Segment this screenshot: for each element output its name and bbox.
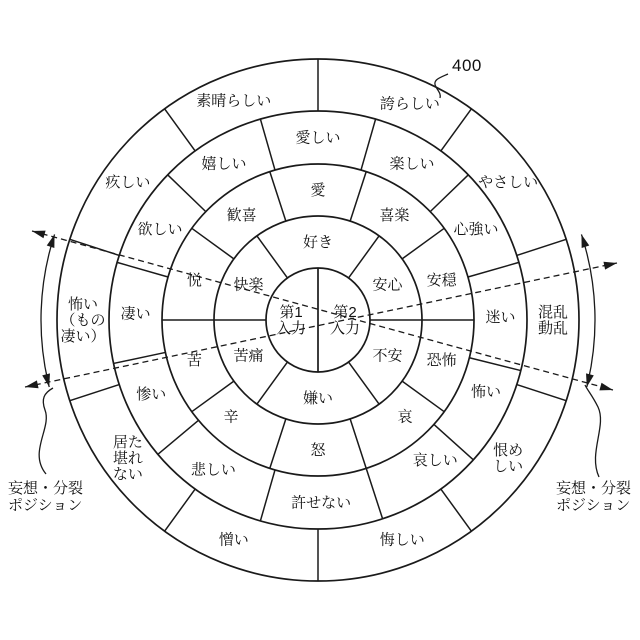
segment-divider [192,381,234,412]
position-label-left-line2: ポジション [8,497,83,514]
segment-label: 哀 [397,408,413,426]
segment-divider [402,381,444,412]
segment-divider [366,468,382,518]
diagonal-axis-upper-left-arrowhead [32,231,46,239]
segment-divider [158,420,199,454]
segment-divider [114,352,166,363]
segment-label: 快楽 [233,276,264,294]
diagonal-axis-lower-left-arrowhead [603,262,617,270]
segment-label: 許せない [291,494,352,512]
segment-label: 憎い [218,531,249,549]
segment-divider [192,228,234,259]
segment-label: 辛 [223,408,239,426]
segment-label: 不安 [372,347,403,365]
segment-label: 素晴らしい [196,92,272,110]
segment-divider [260,119,275,170]
segment-divider [349,362,380,404]
range-arc-left-arrowhead [42,373,50,387]
segment-divider [468,262,519,277]
segment-label: 怒 [310,442,326,459]
position-label-right-line2: ポジション [556,497,631,514]
position-label-left [8,480,83,514]
segment-label: やさしい [478,173,539,191]
segment-label: 愛 [310,182,326,199]
segment-label: 混乱 [537,304,569,321]
segment-label: （もの [60,312,106,329]
segment-divider [441,109,472,151]
range-arc-left-arrowhead [47,234,55,248]
segment-divider [517,239,566,255]
segment-divider [469,358,520,371]
segment-label: 喜楽 [379,206,410,224]
segment-divider [430,175,468,212]
segment-divider [257,236,288,278]
position-label-right-line1: 妄想・分裂 [556,480,632,497]
ref-label-leader-line [435,74,448,98]
first-input-label: 第1 [279,304,303,321]
segment-label: 安穏 [426,271,457,289]
diagonal-axis-upper-left [32,231,613,390]
position-label-right [556,480,631,514]
segment-divider [260,470,275,521]
right-position-leader-line [585,385,601,477]
segment-divider [349,236,380,278]
segment-label: 惨い [136,386,167,404]
segment-label: 歓喜 [226,206,257,224]
segment-label: 楽しい [389,155,435,173]
segment-label: 苦 [186,352,202,370]
position-label-left-line1: 妄想・分裂 [8,480,84,497]
segment-divider [165,489,196,531]
segment-label: ない [112,466,143,484]
figure-ref-number: 400 [452,56,482,75]
segment-label: 安心 [372,276,403,294]
segment-label: 凄い [120,305,151,323]
segment-label: 悲しい [190,461,236,479]
segment-label: 疚しい [105,173,151,191]
segment-label: しい [493,458,524,476]
segment-label: 動乱 [537,320,569,337]
segment-label: 哀しい [412,451,458,469]
segment-divider [350,172,366,221]
first-input-label: 入力 [275,320,307,337]
segment-divider [165,109,196,151]
segment-label: 苦痛 [233,347,264,365]
segment-label: 堪れ [112,450,143,468]
segment-label: 悔しい [379,531,425,549]
segment-label: 恨め [493,442,524,460]
segment-label: 心強い [453,220,499,238]
segment-label: 欲しい [137,220,183,238]
segment-divider [441,489,472,531]
range-arc-left [41,234,55,387]
left-position-leader-line [39,388,53,474]
second-input-label: 第2 [333,304,357,321]
segment-label: 嬉しい [201,155,247,173]
diagonal-axis-upper-left-arrowhead [599,383,613,391]
diagonal-axis-lower-left [25,263,617,387]
range-arc-right [581,234,595,387]
segment-divider [257,362,288,404]
segment-label: 居た [112,434,143,452]
segment-divider [402,228,444,259]
second-input-label: 入力 [329,320,361,337]
segment-label: 嫌い [302,390,334,407]
segment-divider [117,262,168,277]
segment-divider [70,385,119,401]
segment-divider [361,119,376,170]
segment-label: 凄い） [60,328,106,345]
segment-label: 誇らしい [379,95,440,113]
segment-divider [350,419,366,468]
segment-label: 愛しい [295,129,341,147]
segment-divider [270,172,286,221]
segment-divider [168,175,206,212]
segment-label: 悦 [186,271,202,289]
segment-divider [270,419,286,468]
diagonal-axis-lower-left-arrowhead [25,380,39,388]
segment-label: 怖い [470,383,501,401]
segment-label: 好き [302,234,334,251]
segment-label: 恐怖 [426,352,457,370]
segment-divider [517,385,566,401]
segment-label: 怖い [67,296,99,313]
range-arc-right-arrowhead [581,234,589,248]
segment-label: 迷い [485,308,516,326]
